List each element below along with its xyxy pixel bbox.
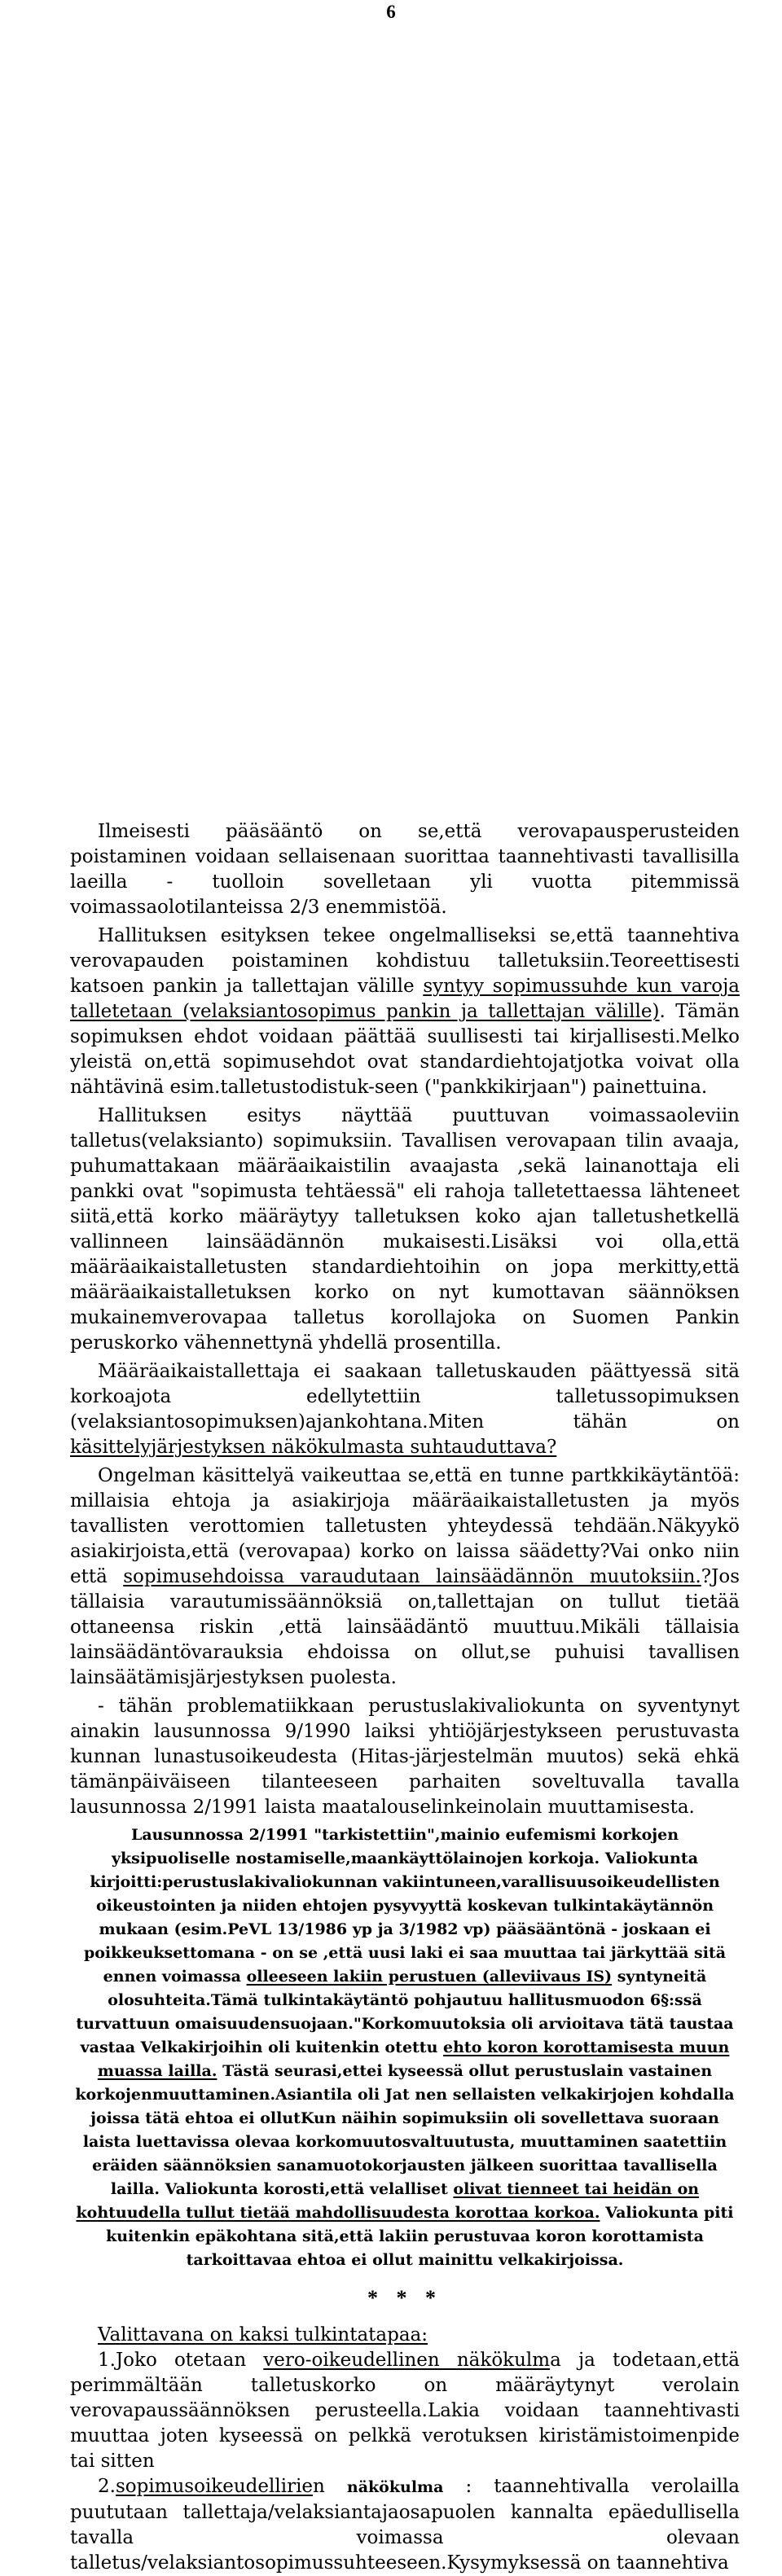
body-paragraph: [70, 1694, 740, 1820]
interpretation-item-1: [70, 2348, 740, 2474]
body-paragraphs: [70, 819, 740, 1820]
underlined-text: olivat tienneet tai heidän on kohtuudella tullut tietää mahdollisuudesta korottaa korkoa.: [76, 2180, 700, 2222]
text-run: Ongelman käsittelyä vaikeuttaa se,että en tunne partkkikäytäntöä: millaisia ehtoja ja asiakirjoja määräaikaistalletusten ja myös tavallisten verottomien talletusten yhteydessä tehdään.Näkyykö asiakirjoista,että (verovapaa) korko on laissa säädetty?Vai onko niin että: [70, 1465, 740, 1587]
text-run: . Tämän sopimuksen ehdot voidaan päättää suullisesti tai kirjallisesti.Melko yleistä on,että sopimusehdot ovat standardiehtojatjotka voivat olla nähtävinä esim.talletustodistuk-seen ("pankkikirjaan") painettuina.: [70, 1001, 740, 1098]
text-run: : taannehtivalla verolailla puututaan tallettaja/velaksiantajaosapuolen kannalta epäedullisella tavalla voimassa olevaan talletus/velaksiantosopimussuhteeseen.Kysymyksessä on taannehtiva: [70, 2476, 740, 2574]
body-paragraph: [70, 1359, 740, 1460]
text-run: Ilmeisesti pääsääntö on se,että verovapausperusteiden poistaminen voidaan sellaisenaan suorittaa taannehtivasti tavallisilla laeilla - tuolloin sovelletaan yli vuotta pitemmissä voimassaolotilanteissa 2/3 enemmistöä.: [70, 821, 740, 918]
text-run: Hallituksen esityksen tekee ongelmalliseksi se,että taannehtiva verovapauden poistaminen kohdistuu talletuksiin.Teoreettisesti katsoen pankin ja tallettajan välille: [70, 925, 740, 997]
text-run: Lausunnossa 2/1991 "tarkistettiin",mainio eufemismi korkojen yksipuoliselle nostamiselle,maankäyttölainojen korkoja. Valiokunta kirjoitti:perustuslakivaliokunnan vakiintuneen,varallisuusoikeudellisten oikeustointen ja niiden ehtojen pysyvyyttä koskevan tulkintakäytännön mukaan (esim.PeVL 13/1986 yp ja 3/1982 vp) pääsääntönä - joskaan ei poikkeuksettomana - on se ,että uusi laki ei saa muuttaa tai järkyttää sitä ennen voimassa: [83, 1826, 727, 1986]
text-run: Määräaikaistallettaja ei saakaan talletuskauden päättyessä sitä korkoajota edellytettiin talletussopimuksen (velaksiantosopimuksen)ajankohtana.Miten tähän on: [70, 1361, 740, 1433]
text-run: a ja todetaan,että perimmältään talletuskorko on määräytynyt verolain verovapaussäännöksen perusteella.Lakia voidaan taannehtivasti muuttaa joten kyseessä on pelkkä verotuksen kiristämistoimenpide tai sitten: [70, 2350, 740, 2472]
page-number: 6: [386, 2, 396, 22]
text-run: syntyneitä olosuhteita.Tämä tulkintakäytäntö pohjautuu hallitusmuodon 6§:ssä turvattuun omaisuudensuojaan."Korkomuutoksia oli arvioitava tätä taustaa vastaa Velkakirjoihin oli kuitenkin otettu: [76, 1968, 734, 2056]
underlined-text: olleeseen lakiin perustuen (alleviivaus IS): [246, 1968, 613, 1986]
text-run: Valiokunta piti kuitenkin epäkohtana sitä,että lakiin perustuvaa koron korottamista tarkoittavaa ehtoa ei ollut mainittu velkakirjoissa.: [106, 2204, 734, 2269]
interpretation-item-2: [70, 2474, 740, 2576]
interpretations-heading: [70, 2323, 740, 2348]
document-body: [70, 819, 740, 2576]
underlined-text: vero-oikeudellinen näkökulm: [263, 2350, 551, 2371]
text-run: Hallituksen esitys näyttää puuttuvan voimassaoleviin talletus(velaksianto) sopimuksiin. Tavallisen verovapaan tilin avaaja, puhumattakaan määräaikaistilin avaajasta ,sekä lainanottaja eli pankki ovat "sopimusta tehtäessä" eli rahoja talletettaessa lähteneet siitä,että korko määräytyy talletuksen koko ajan talletushetkellä vallinneen lainsäädännön mukaisesti.Lisäksi voi olla,että määräaikaistalletusten standardiehtoihin on jopa merkitty,että määräaikaistalletuksen korko on nyt kumottavan säännöksen mukainemverovapaa talletus korollajoka on Suomen Pankin peruskorko vähennettynä yhdellä prosentilla.: [70, 1105, 740, 1354]
section-separator: * * *: [367, 2286, 442, 2310]
text-run: - tähän problematiikkaan perustuslakivaliokunta on syventynyt ainakin lausunnossa 9/1990 laiksi yhtiöjärjestykseen perustuvasta kunnan lunastusoikeudesta (Hitas-järjestelmän muutos) sekä ehkä tämänpäiväiseen tilanteeseen parhaiten soveltuvalla tavalla lausunnossa 2/1991 laista maatalouselinkeinolain muuttamisesta.: [70, 1696, 740, 1818]
text-run: näkökulma: [346, 2478, 444, 2496]
body-paragraph: [70, 924, 740, 1100]
underlined-text: käsittelyjärjestyksen näkökulmasta suhtauduttava?: [70, 1437, 557, 1458]
text-run: 2.: [98, 2476, 116, 2497]
underlined-text: syntyy sopimussuhde kun varoja talletetaan (velaksiantosopimus pankin ja tallettajan välille): [70, 976, 740, 1022]
text-run: ?Jos tällaisia varautumissäännöksiä on,tallettajan on tullut tietää ottaneensa riskin ,että lainsäädäntö muuttuu.Mikäli tällaisia lainsäädäntövarauksia ehdoissa on ollut,se puhuisi tavallisen lainsäätämisjärjestyksen puolesta.: [70, 1566, 740, 1688]
body-paragraph: [70, 819, 740, 920]
underlined-text: sopimusehdoissa varaudutaan lainsäädännön muutoksiin.: [123, 1566, 701, 1587]
underlined-text: ehto koron korottamisesta muun muassa lailla.: [97, 2038, 730, 2080]
committee-statement: [70, 1823, 740, 2272]
body-paragraph: [70, 1464, 740, 1691]
text-run: 1.Joko otetaan: [98, 2350, 264, 2371]
interpretations-heading-text: Valittavana on kaksi tulkintatapaa:: [98, 2324, 428, 2346]
underlined-text: sopimusoikeudellirie: [115, 2476, 314, 2497]
text-run: n: [313, 2476, 347, 2497]
body-paragraph: [70, 1104, 740, 1356]
text-run: Tästä seurasi,ettei kyseessä ollut perustuslain vastainen korkojenmuuttaminen.Asiantila oli Jat nen sellaisten velkakirjojen kohdalla joissa tätä ehtoa ei ollutKun näihin sopimuksiin oli sovellettava suoraan laista luettavissa olevaa korkomuutosvaltuutusta, muuttaminen saatettiin eräiden säännöksien sanamuotokorjausten jälkeen suorittaa tavallisella lailla. Valiokunta korosti,että velalliset: [75, 2062, 735, 2198]
